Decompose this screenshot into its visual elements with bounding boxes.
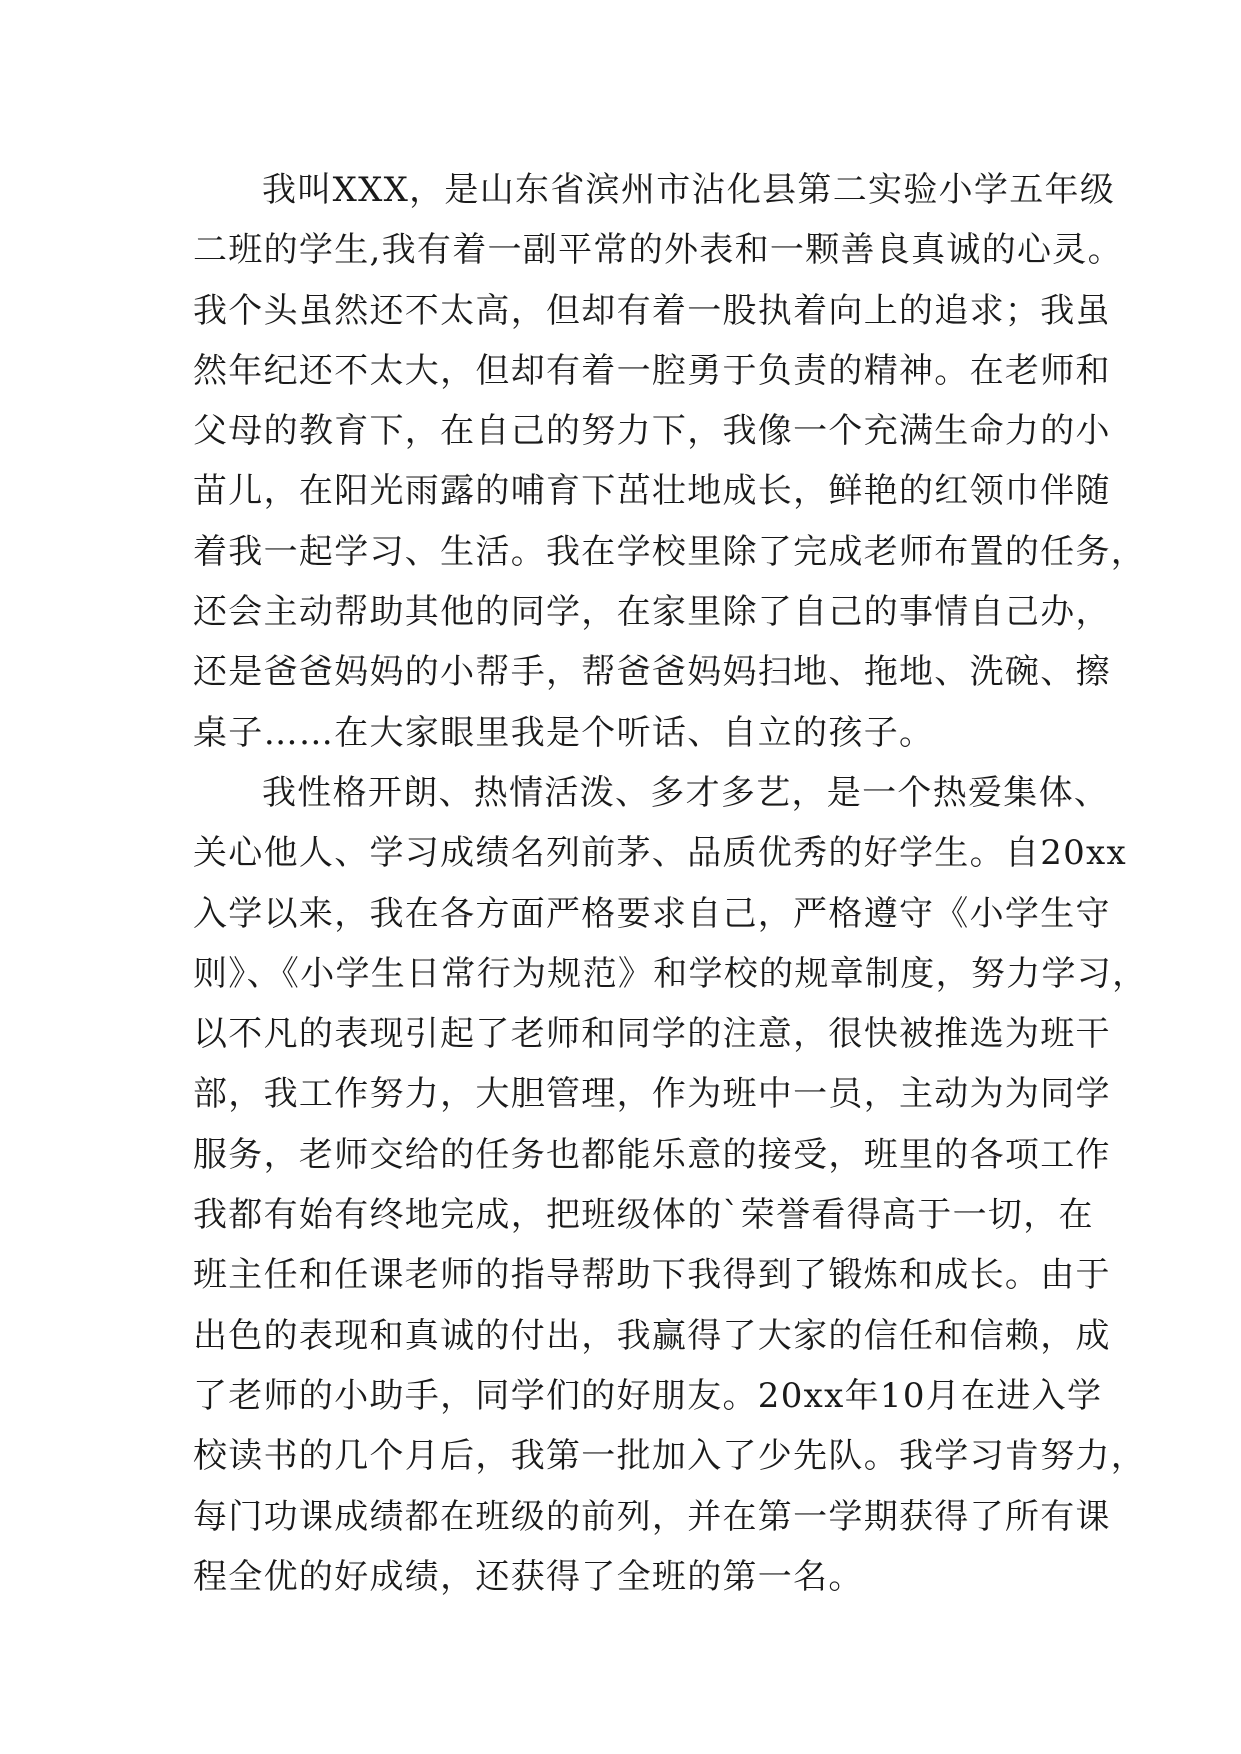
paragraph-1 <box>193 160 1147 763</box>
text-line: 二班的学生,我有着一副平常的外表和一颗善良真诚的心灵。 <box>193 230 1123 271</box>
text-line: 程全优的好成绩，还获得了全班的第一名。 <box>193 1556 864 1597</box>
text-line: 校读书的几个月后，我第一批加入了少先队。我学习肯努力， <box>193 1436 1147 1477</box>
text-line: 服务，老师交给的任务也都能乐意的接受，班里的各项工作 <box>193 1134 1111 1175</box>
text-line: 着我一起学习、生活。我在学校里除了完成老师布置的任务， <box>193 531 1147 572</box>
text-line: 班主任和任课老师的指导帮助下我得到了锻炼和成长。由于 <box>193 1255 1111 1296</box>
text-line: 入学以来，我在各方面严格要求自己，严格遵守《小学生守 <box>193 893 1111 934</box>
text-line: 了老师的小助手，同学们的好朋友。20xx年10月在进入学 <box>193 1375 1103 1416</box>
text-line: 则》、《小学生日常行为规范》和学校的规章制度，努力学习， <box>193 953 1148 994</box>
text-line: 还会主动帮助其他的同学，在家里除了自己的事情自己办， <box>193 592 1111 633</box>
text-line: 父母的教育下，在自己的努力下，我像一个充满生命力的小 <box>193 411 1111 452</box>
text-line: 以不凡的表现引起了老师和同学的注意，很快被推选为班干 <box>193 1014 1111 1055</box>
text-line: 关心他人、学习成绩名列前茅、品质优秀的好学生。自20xx <box>193 833 1128 874</box>
document-body <box>193 160 1148 1607</box>
text-line: 出色的表现和真诚的付出，我赢得了大家的信任和信赖，成 <box>193 1315 1111 1356</box>
text-line: 我叫XXX，是山东省滨州市沾化县第二实验小学五年级 <box>262 170 1116 210</box>
text-line: 我都有始有终地完成，把班级体的`荣誉看得高于一切，在 <box>193 1195 1094 1236</box>
text-line: 我性格开朗、热情活泼、多才多艺，是一个热爱集体、 <box>262 772 1110 813</box>
text-line: 桌子……在大家眼里我是个听话、自立的孩子。 <box>193 712 935 753</box>
text-line: 部，我工作努力，大胆管理，作为班中一员，主动为为同学 <box>193 1074 1111 1115</box>
text-line: 还是爸爸妈妈的小帮手，帮爸爸妈妈扫地、拖地、洗碗、擦 <box>193 652 1111 693</box>
text-line: 然年纪还不太大，但却有着一腔勇于负责的精神。在老师和 <box>193 350 1111 391</box>
paragraph-2 <box>193 763 1148 1607</box>
text-line: 每门功课成绩都在班级的前列，并在第一学期获得了所有课 <box>193 1496 1111 1537</box>
text-line: 我个头虽然还不太高，但却有着一股执着向上的追求；我虽 <box>193 290 1111 331</box>
text-line: 苗儿，在阳光雨露的哺育下茁壮地成长，鲜艳的红领巾伴随 <box>193 471 1111 512</box>
